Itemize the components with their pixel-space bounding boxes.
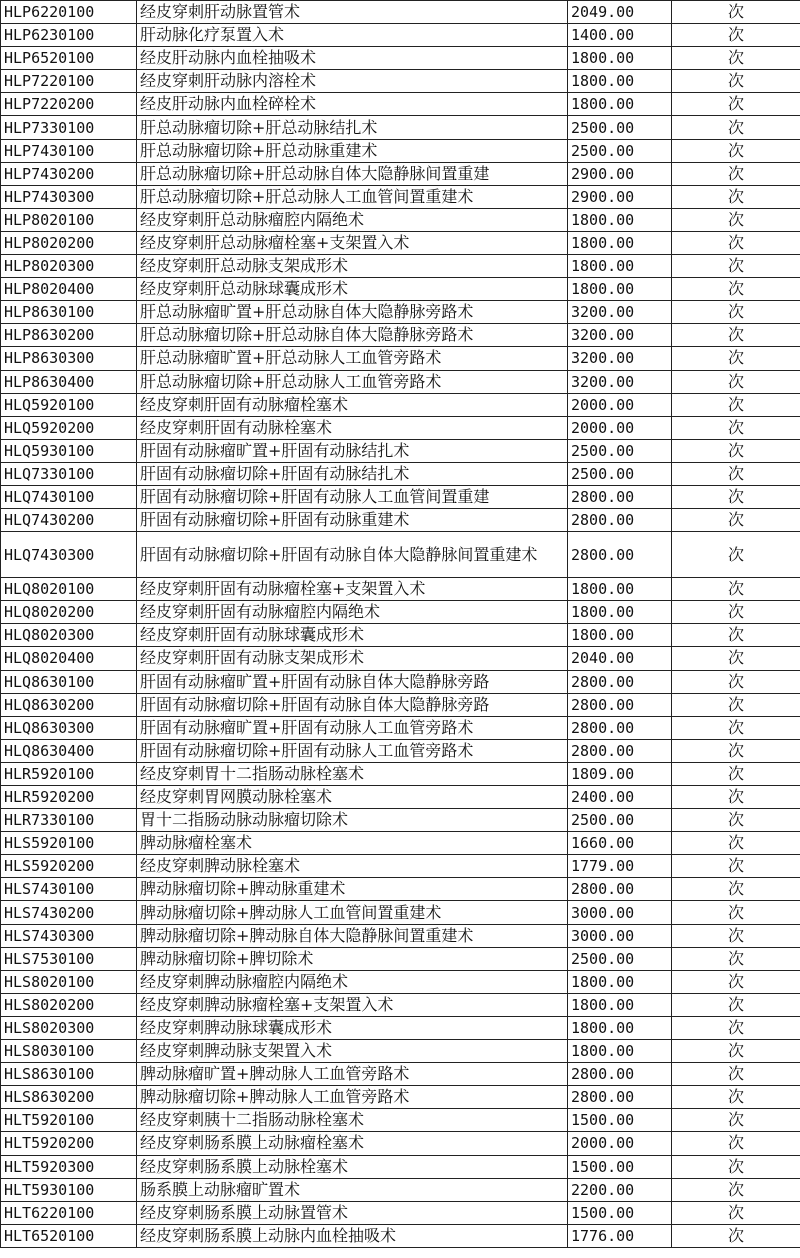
item-unit-cell: 次: [672, 462, 800, 485]
item-name-cell: 肝固有动脉瘤切除+肝固有动脉重建术: [137, 509, 568, 532]
item-unit-cell: 次: [672, 70, 800, 93]
item-price-cell: 1800.00: [568, 624, 672, 647]
item-code-cell: HLT5920300: [1, 1155, 137, 1178]
item-unit-cell: 次: [672, 1132, 800, 1155]
table-row: [1, 301, 800, 324]
item-code-cell: HLT5920100: [1, 1109, 137, 1132]
table-row: [1, 393, 800, 416]
item-name-cell: 脾动脉瘤旷置+脾动脉人工血管旁路术: [137, 1063, 568, 1086]
item-price-cell: 2500.00: [568, 947, 672, 970]
table-row: [1, 716, 800, 739]
item-unit-cell: 次: [672, 1178, 800, 1201]
item-code-cell: HLS8020300: [1, 1016, 137, 1039]
item-price-cell: 1800.00: [568, 578, 672, 601]
item-price-cell: 2500.00: [568, 809, 672, 832]
item-code-cell: HLP6220100: [1, 1, 137, 24]
table-row: [1, 162, 800, 185]
item-code-cell: HLQ8630300: [1, 716, 137, 739]
item-code-cell: HLP8630400: [1, 370, 137, 393]
item-name-cell: 经皮穿刺脾动脉球囊成形术: [137, 1016, 568, 1039]
item-unit-cell: 次: [672, 1016, 800, 1039]
item-code-cell: HLP7430100: [1, 139, 137, 162]
item-price-cell: 2800.00: [568, 716, 672, 739]
item-name-cell: 经皮穿刺肝总动脉瘤腔内隔绝术: [137, 208, 568, 231]
item-price-cell: 1779.00: [568, 855, 672, 878]
item-unit-cell: 次: [672, 485, 800, 508]
table-row: [1, 416, 800, 439]
item-name-cell: 脾动脉瘤切除+脾动脉人工血管间置重建术: [137, 901, 568, 924]
item-name-cell: 经皮穿刺胰十二指肠动脉栓塞术: [137, 1109, 568, 1132]
item-price-cell: 1800.00: [568, 47, 672, 70]
item-price-cell: 1800.00: [568, 255, 672, 278]
item-name-cell: 肝总动脉瘤切除+肝总动脉重建术: [137, 139, 568, 162]
item-unit-cell: 次: [672, 1155, 800, 1178]
item-unit-cell: 次: [672, 716, 800, 739]
table-row: [1, 786, 800, 809]
table-row: [1, 924, 800, 947]
item-price-cell: 1800.00: [568, 601, 672, 624]
item-name-cell: 经皮穿刺肝动脉内溶栓术: [137, 70, 568, 93]
item-name-cell: 经皮穿刺肝总动脉支架成形术: [137, 255, 568, 278]
item-unit-cell: 次: [672, 47, 800, 70]
item-unit-cell: 次: [672, 231, 800, 254]
item-price-cell: 2800.00: [568, 509, 672, 532]
item-unit-cell: 次: [672, 278, 800, 301]
table-row: [1, 462, 800, 485]
item-unit-cell: 次: [672, 509, 800, 532]
item-code-cell: HLR5920100: [1, 762, 137, 785]
table-row: [1, 1086, 800, 1109]
item-name-cell: 经皮穿刺肝总动脉球囊成形术: [137, 278, 568, 301]
item-unit-cell: 次: [672, 255, 800, 278]
table-row: [1, 601, 800, 624]
item-unit-cell: 次: [672, 1063, 800, 1086]
item-unit-cell: 次: [672, 208, 800, 231]
item-price-cell: 2800.00: [568, 532, 672, 578]
item-unit-cell: 次: [672, 370, 800, 393]
item-unit-cell: 次: [672, 947, 800, 970]
item-price-cell: 1800.00: [568, 231, 672, 254]
item-name-cell: 经皮穿刺肝总动脉瘤栓塞+支架置入术: [137, 231, 568, 254]
item-name-cell: 肝固有动脉瘤切除+肝固有动脉结扎术: [137, 462, 568, 485]
item-price-cell: 2049.00: [568, 1, 672, 24]
item-code-cell: HLS7430200: [1, 901, 137, 924]
item-unit-cell: 次: [672, 393, 800, 416]
item-name-cell: 经皮穿刺胃网膜动脉栓塞术: [137, 786, 568, 809]
item-price-cell: 2900.00: [568, 162, 672, 185]
item-unit-cell: 次: [672, 739, 800, 762]
table-row: [1, 485, 800, 508]
item-name-cell: 肝总动脉瘤切除+肝总动脉人工血管间置重建术: [137, 185, 568, 208]
item-price-cell: 2800.00: [568, 670, 672, 693]
item-price-cell: 1800.00: [568, 278, 672, 301]
item-unit-cell: 次: [672, 878, 800, 901]
table-row: [1, 231, 800, 254]
item-name-cell: 肝总动脉瘤切除+肝总动脉人工血管旁路术: [137, 370, 568, 393]
item-price-cell: 2000.00: [568, 393, 672, 416]
item-unit-cell: 次: [672, 139, 800, 162]
item-code-cell: HLT6220100: [1, 1201, 137, 1224]
item-unit-cell: 次: [672, 993, 800, 1016]
item-code-cell: HLR5920200: [1, 786, 137, 809]
table-body: [1, 1, 800, 1248]
item-unit-cell: 次: [672, 832, 800, 855]
item-unit-cell: 次: [672, 970, 800, 993]
item-price-cell: 3000.00: [568, 901, 672, 924]
item-price-cell: 2000.00: [568, 1132, 672, 1155]
item-unit-cell: 次: [672, 601, 800, 624]
item-name-cell: 肝固有动脉瘤旷置+肝固有动脉人工血管旁路术: [137, 716, 568, 739]
item-name-cell: 脾动脉瘤切除+脾动脉人工血管旁路术: [137, 1086, 568, 1109]
table-row: [1, 139, 800, 162]
item-name-cell: 经皮穿刺脾动脉瘤腔内隔绝术: [137, 970, 568, 993]
item-price-cell: 2800.00: [568, 1086, 672, 1109]
item-name-cell: 肝固有动脉瘤切除+肝固有动脉自体大隐静脉间置重建术: [137, 532, 568, 578]
table-row: [1, 70, 800, 93]
item-name-cell: 经皮穿刺肝固有动脉栓塞术: [137, 416, 568, 439]
table-row: [1, 278, 800, 301]
item-code-cell: HLS7430300: [1, 924, 137, 947]
item-price-cell: 1800.00: [568, 1040, 672, 1063]
item-price-cell: 2800.00: [568, 485, 672, 508]
item-name-cell: 脾动脉瘤切除+脾动脉自体大隐静脉间置重建术: [137, 924, 568, 947]
item-name-cell: 肝固有动脉瘤旷置+肝固有动脉结扎术: [137, 439, 568, 462]
item-code-cell: HLQ8020200: [1, 601, 137, 624]
item-price-cell: 1500.00: [568, 1155, 672, 1178]
item-price-cell: 2500.00: [568, 116, 672, 139]
table-row: [1, 24, 800, 47]
table-row: [1, 624, 800, 647]
item-name-cell: 经皮穿刺胃十二指肠动脉栓塞术: [137, 762, 568, 785]
table-row: [1, 693, 800, 716]
item-price-cell: 2400.00: [568, 786, 672, 809]
item-code-cell: HLT5930100: [1, 1178, 137, 1201]
item-price-cell: 1500.00: [568, 1201, 672, 1224]
item-price-cell: 1660.00: [568, 832, 672, 855]
table-row: [1, 878, 800, 901]
table-row: [1, 832, 800, 855]
table-row: [1, 970, 800, 993]
item-name-cell: 经皮肝动脉内血栓碎栓术: [137, 93, 568, 116]
item-unit-cell: 次: [672, 693, 800, 716]
item-unit-cell: 次: [672, 1, 800, 24]
item-price-cell: 1776.00: [568, 1224, 672, 1247]
item-name-cell: 经皮穿刺肠系膜上动脉内血栓抽吸术: [137, 1224, 568, 1247]
item-code-cell: HLS7430100: [1, 878, 137, 901]
item-name-cell: 肝总动脉瘤旷置+肝总动脉人工血管旁路术: [137, 347, 568, 370]
item-name-cell: 肝总动脉瘤切除+肝总动脉自体大隐静脉间置重建: [137, 162, 568, 185]
item-price-cell: 1800.00: [568, 970, 672, 993]
item-code-cell: HLP8630100: [1, 301, 137, 324]
item-price-cell: 1400.00: [568, 24, 672, 47]
item-code-cell: HLP7430300: [1, 185, 137, 208]
item-name-cell: 经皮穿刺脾动脉瘤栓塞+支架置入术: [137, 993, 568, 1016]
item-name-cell: 脾动脉瘤切除+脾切除术: [137, 947, 568, 970]
item-price-cell: 3200.00: [568, 324, 672, 347]
item-name-cell: 经皮穿刺肠系膜上动脉栓塞术: [137, 1155, 568, 1178]
item-name-cell: 经皮穿刺肝动脉置管术: [137, 1, 568, 24]
item-code-cell: HLQ7330100: [1, 462, 137, 485]
item-code-cell: HLP8020400: [1, 278, 137, 301]
item-unit-cell: 次: [672, 24, 800, 47]
item-code-cell: HLT6520100: [1, 1224, 137, 1247]
item-code-cell: HLQ8630400: [1, 739, 137, 762]
item-name-cell: 经皮穿刺肝固有动脉瘤栓塞术: [137, 393, 568, 416]
table-row: [1, 439, 800, 462]
item-unit-cell: 次: [672, 1040, 800, 1063]
item-price-cell: 1800.00: [568, 993, 672, 1016]
table-row: [1, 47, 800, 70]
item-name-cell: 经皮穿刺脾动脉栓塞术: [137, 855, 568, 878]
item-code-cell: HLP8020100: [1, 208, 137, 231]
item-unit-cell: 次: [672, 93, 800, 116]
item-code-cell: HLS5920200: [1, 855, 137, 878]
item-price-cell: 1800.00: [568, 93, 672, 116]
table-row: [1, 1201, 800, 1224]
item-name-cell: 经皮穿刺肝固有动脉支架成形术: [137, 647, 568, 670]
item-price-cell: 2800.00: [568, 693, 672, 716]
item-unit-cell: 次: [672, 786, 800, 809]
item-price-cell: 3200.00: [568, 301, 672, 324]
item-code-cell: HLS8630200: [1, 1086, 137, 1109]
item-code-cell: HLP7220200: [1, 93, 137, 116]
item-name-cell: 肝固有动脉瘤切除+肝固有动脉自体大隐静脉旁路: [137, 693, 568, 716]
item-price-cell: 2000.00: [568, 416, 672, 439]
item-price-cell: 1500.00: [568, 1109, 672, 1132]
item-code-cell: HLP7220100: [1, 70, 137, 93]
item-code-cell: HLQ8630200: [1, 693, 137, 716]
item-code-cell: HLP7330100: [1, 116, 137, 139]
item-code-cell: HLQ8630100: [1, 670, 137, 693]
table-row: [1, 1016, 800, 1039]
item-code-cell: HLR7330100: [1, 809, 137, 832]
item-price-cell: 1800.00: [568, 1016, 672, 1039]
item-unit-cell: 次: [672, 670, 800, 693]
table-row: [1, 901, 800, 924]
item-price-cell: 2500.00: [568, 139, 672, 162]
table-row: [1, 1132, 800, 1155]
item-code-cell: HLQ8020100: [1, 578, 137, 601]
table-row: [1, 347, 800, 370]
item-unit-cell: 次: [672, 1201, 800, 1224]
item-unit-cell: 次: [672, 1224, 800, 1247]
item-unit-cell: 次: [672, 347, 800, 370]
item-price-cell: 2200.00: [568, 1178, 672, 1201]
table-row: [1, 947, 800, 970]
table-row: [1, 762, 800, 785]
item-name-cell: 经皮穿刺肝固有动脉球囊成形术: [137, 624, 568, 647]
table-row: [1, 116, 800, 139]
item-name-cell: 经皮穿刺肝固有动脉瘤栓塞+支架置入术: [137, 578, 568, 601]
item-unit-cell: 次: [672, 809, 800, 832]
item-code-cell: HLP8630200: [1, 324, 137, 347]
item-code-cell: HLQ7430300: [1, 532, 137, 578]
item-unit-cell: 次: [672, 901, 800, 924]
item-price-cell: 1800.00: [568, 70, 672, 93]
table-row: [1, 93, 800, 116]
item-unit-cell: 次: [672, 578, 800, 601]
item-name-cell: 经皮穿刺脾动脉支架置入术: [137, 1040, 568, 1063]
item-name-cell: 肝总动脉瘤切除+肝总动脉自体大隐静脉旁路术: [137, 324, 568, 347]
table-row: [1, 509, 800, 532]
item-price-cell: 3200.00: [568, 347, 672, 370]
item-code-cell: HLQ5920100: [1, 393, 137, 416]
item-name-cell: 肝动脉化疗泵置入术: [137, 24, 568, 47]
item-unit-cell: 次: [672, 647, 800, 670]
item-code-cell: HLQ7430200: [1, 509, 137, 532]
table-row: [1, 1, 800, 24]
item-name-cell: 肝总动脉瘤旷置+肝总动脉自体大隐静脉旁路术: [137, 301, 568, 324]
item-name-cell: 经皮肝动脉内血栓抽吸术: [137, 47, 568, 70]
item-code-cell: HLQ8020400: [1, 647, 137, 670]
table-row: [1, 255, 800, 278]
table-row: [1, 370, 800, 393]
item-price-cell: 2900.00: [568, 185, 672, 208]
item-code-cell: HLQ5920200: [1, 416, 137, 439]
item-unit-cell: 次: [672, 1086, 800, 1109]
item-code-cell: HLS8630100: [1, 1063, 137, 1086]
item-name-cell: 胃十二指肠动脉动脉瘤切除术: [137, 809, 568, 832]
item-price-cell: 2500.00: [568, 439, 672, 462]
item-unit-cell: 次: [672, 1109, 800, 1132]
item-unit-cell: 次: [672, 762, 800, 785]
item-unit-cell: 次: [672, 624, 800, 647]
table-row: [1, 1109, 800, 1132]
item-code-cell: HLT5920200: [1, 1132, 137, 1155]
item-name-cell: 肝固有动脉瘤切除+肝固有动脉人工血管旁路术: [137, 739, 568, 762]
table-row: [1, 1224, 800, 1247]
item-code-cell: HLS8030100: [1, 1040, 137, 1063]
table-row: [1, 1063, 800, 1086]
item-price-cell: 2800.00: [568, 1063, 672, 1086]
item-price-cell: 3000.00: [568, 924, 672, 947]
item-code-cell: HLP8630300: [1, 347, 137, 370]
item-code-cell: HLQ7430100: [1, 485, 137, 508]
item-unit-cell: 次: [672, 855, 800, 878]
table-row: [1, 185, 800, 208]
item-name-cell: 肠系膜上动脉瘤旷置术: [137, 1178, 568, 1201]
item-code-cell: HLS7530100: [1, 947, 137, 970]
item-name-cell: 经皮穿刺肝固有动脉瘤腔内隔绝术: [137, 601, 568, 624]
table-row: [1, 647, 800, 670]
item-code-cell: HLS8020200: [1, 993, 137, 1016]
item-name-cell: 肝固有动脉瘤旷置+肝固有动脉自体大隐静脉旁路: [137, 670, 568, 693]
table-row: [1, 809, 800, 832]
table-row: [1, 578, 800, 601]
item-price-cell: 2040.00: [568, 647, 672, 670]
item-name-cell: 肝固有动脉瘤切除+肝固有动脉人工血管间置重建: [137, 485, 568, 508]
table-row: [1, 1040, 800, 1063]
item-code-cell: HLP7430200: [1, 162, 137, 185]
item-price-cell: 3200.00: [568, 370, 672, 393]
table-row: [1, 1178, 800, 1201]
item-code-cell: HLQ8020300: [1, 624, 137, 647]
item-price-cell: 1809.00: [568, 762, 672, 785]
item-code-cell: HLQ5930100: [1, 439, 137, 462]
item-code-cell: HLP8020200: [1, 231, 137, 254]
item-code-cell: HLP8020300: [1, 255, 137, 278]
table-row: [1, 532, 800, 578]
item-unit-cell: 次: [672, 416, 800, 439]
item-unit-cell: 次: [672, 439, 800, 462]
table-row: [1, 1155, 800, 1178]
item-code-cell: HLP6230100: [1, 24, 137, 47]
item-code-cell: HLS5920100: [1, 832, 137, 855]
item-unit-cell: 次: [672, 924, 800, 947]
item-code-cell: HLS8020100: [1, 970, 137, 993]
table-row: [1, 739, 800, 762]
item-unit-cell: 次: [672, 185, 800, 208]
table-row: [1, 670, 800, 693]
item-code-cell: HLP6520100: [1, 47, 137, 70]
item-unit-cell: 次: [672, 116, 800, 139]
item-name-cell: 肝总动脉瘤切除+肝总动脉结扎术: [137, 116, 568, 139]
item-name-cell: 脾动脉瘤栓塞术: [137, 832, 568, 855]
table-row: [1, 993, 800, 1016]
item-name-cell: 经皮穿刺肠系膜上动脉置管术: [137, 1201, 568, 1224]
table-row: [1, 324, 800, 347]
table-row: [1, 855, 800, 878]
item-price-cell: 2800.00: [568, 878, 672, 901]
item-unit-cell: 次: [672, 324, 800, 347]
item-price-cell: 1800.00: [568, 208, 672, 231]
table-row: [1, 208, 800, 231]
item-unit-cell: 次: [672, 301, 800, 324]
item-name-cell: 经皮穿刺肠系膜上动脉瘤栓塞术: [137, 1132, 568, 1155]
item-unit-cell: 次: [672, 162, 800, 185]
item-price-cell: 2500.00: [568, 462, 672, 485]
item-unit-cell: 次: [672, 532, 800, 578]
item-price-cell: 2800.00: [568, 739, 672, 762]
item-name-cell: 脾动脉瘤切除+脾动脉重建术: [137, 878, 568, 901]
